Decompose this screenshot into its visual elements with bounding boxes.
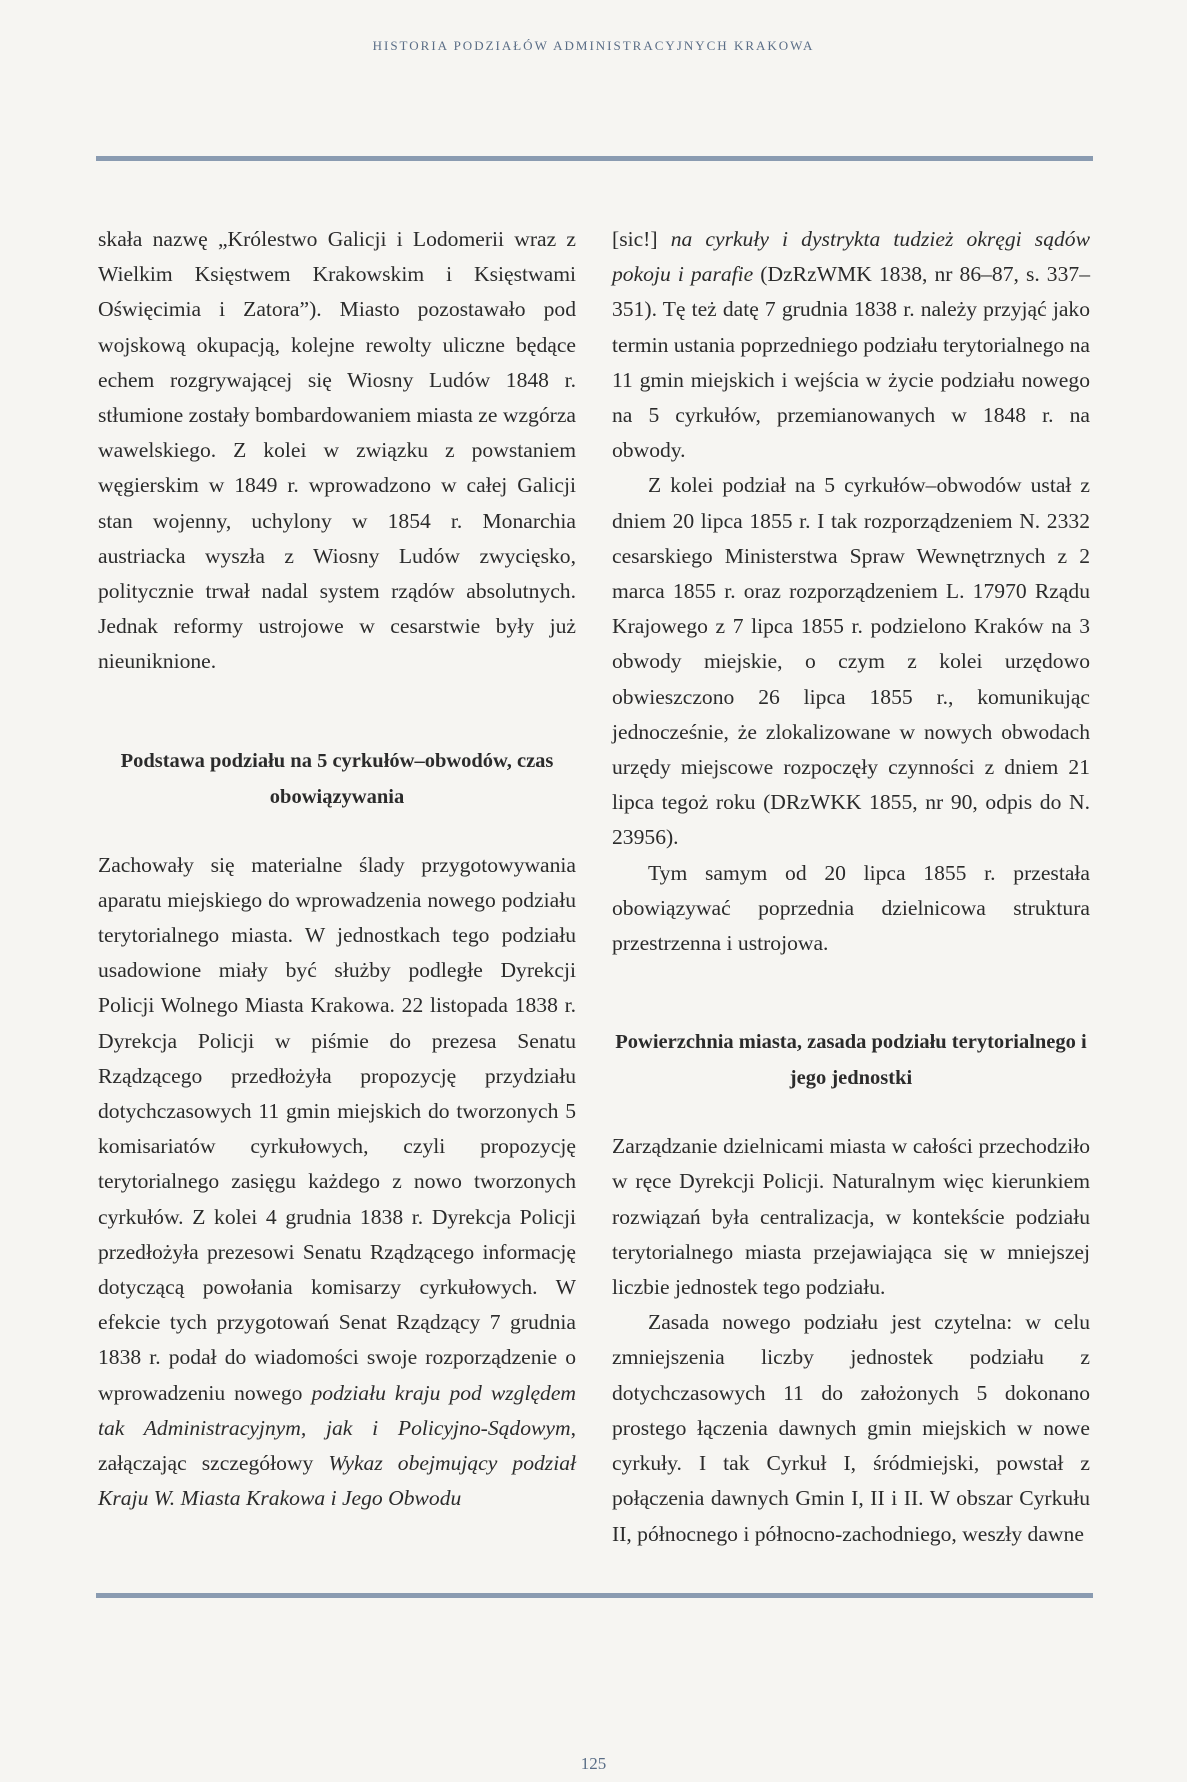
paragraph: Zasada nowego podziału jest czytelna: w celu zmniejszenia liczby jednostek podziału z dotychczasowych 11 do założonych 5 dokonano prostego łączenia dawnych gmin miejskich w nowe cyrkuły. I tak Cyrkuł I, śródmiejski, powstał z połączenia dawnych Gmin I, II i II. W obszar Cyrkułu II, północnego i północno-zachodniego, weszły dawne (612, 1310, 1090, 1546)
italic-title: Wykaz obejmujący podział Kraju W. Miasta Krakowa i Jego Obwodu (98, 1451, 577, 1511)
paragraph (98, 848, 576, 1517)
page-number: 125 (580, 1754, 607, 1773)
top-rule (96, 156, 1093, 161)
text-run: Zachowały się materialne ślady przygotowywania aparatu miejskiego do wprowadzenia nowego podziału terytorialnego miasta. W jednostkach tego podziału usadowione miały być służby podległe Dyrekcji Policji Wolnego Miasta Krakowa. 22 listopada 1838 r. Dyrekcja Policji w piśmie do prezesa Senatu Rządzącego przedłożyła propozycję przydziału dotychczasowych 11 gmin miejskich do tworzonych 5 komisariatów cyrkułowych, czyli propozycję terytorialnego zasięgu każdego z nowo tworzonych cyrkułów. Z kolei 4 grudnia 1838 r. Dyrekcja Policji przedłożyła prezesowi Senatu Rządzącego informację dotyczącą powołania komisarzy cyrkułowych. W efekcie tych przygotowań Senat Rządzący 7 grudnia 1838 r. podał do wiadomości swoje rozporządzenie o wprowadzeniu nowego (98, 852, 576, 1405)
paragraph: Tym samym od 20 lipca 1855 r. przestała obowiązywać poprzednia dzielnicowa struktura przestrzenna i ustrojowa. (612, 860, 1090, 956)
bottom-rule (96, 1593, 1093, 1598)
paragraph: Zarządzanie dzielnicami miasta w całości przechodziło w ręce Dyrekcji Policji. Naturalnym więc kierunkiem rozwiązań była centralizacja, w kontekście podziału terytorialnego miasta przejawiająca się w mniejszej liczbie jednostek tego podziału. (612, 1134, 1090, 1300)
paragraph (612, 222, 1090, 468)
text-run: [sic!] (612, 227, 671, 251)
text-run: , załączając szczegółowy (98, 1415, 576, 1476)
left-column (98, 222, 576, 1517)
right-column (612, 222, 1090, 1552)
paragraph: Z kolei podział na 5 cyrkułów–obwodów ustał z dniem 20 lipca 1855 r. I tak rozporządzeniem N. 2332 cesarskiego Ministerstwa Spraw Wewnętrznych z 2 marca 1855 r. oraz rozporządzeniem L. 17970 Rządu Krajowego z 7 lipca 1855 r. podzielono Kraków na 3 obwody miejskie, o czym z kolei urzędowo obwieszczono 26 lipca 1855 r., komunikując jednocześnie, że zlokalizowane w nowych obwodach urzędy miejscowe rozpoczęły czynności z dniem 21 lipca tegoż roku (DRzWKK 1855, nr 90, odpis do N. 23956). (612, 473, 1090, 850)
italic-title: na cyrkuły i dystrykta tudzież okręgi sądów pokoju i parafie (612, 227, 1090, 287)
paragraph: skała nazwę „Królestwo Galicji i Lodomerii wraz z Wielkim Księstwem Krakowskim i Księstwami Oświęcimia i Zatora”). Miasto pozostawało pod wojskową okupacją, kolejne rewolty uliczne będące echem rozgrywającej się Wiosny Ludów 1848 r. stłumione zostały bombardowaniem miasta ze wzgórza wawelskiego. Z kolei w związku z powstaniem węgierskim w 1849 r. wprowadzono w całej Galicji stan wojenny, uchylony w 1854 r. Monarchia austriacka wyszła z Wiosny Ludów zwycięsko, politycznie trwał nadal system rządów absolutnych. Jednak reformy ustrojowe w cesarstwie były już nieuniknione. (98, 227, 576, 674)
running-header: HISTORIA PODZIAŁÓW ADMINISTRACYJNYCH KRAKOWA (372, 38, 815, 53)
section-heading: Podstawa podziału na 5 cyrkułów–obwodów, czas obowiązywania (120, 749, 554, 808)
section-heading: Powierzchnia miasta, zasada podziału terytorialnego i jego jednostki (615, 1031, 1087, 1090)
text-run: (DzRzWMK 1838, nr 86–87, s. 337–351). Tę też datę 7 grudnia 1838 r. należy przyjąć jako termin ustania poprzedniego podziału terytorialnego na 11 gmin miejskich i wejścia w życie podziału nowego na 5 cyrkułów, przemianowanych w 1848 r. na obwody. (612, 262, 1090, 463)
italic-title: podziału kraju pod względem tak Administracyjnym, jak i Policyjno-Sądowym (98, 1380, 577, 1440)
